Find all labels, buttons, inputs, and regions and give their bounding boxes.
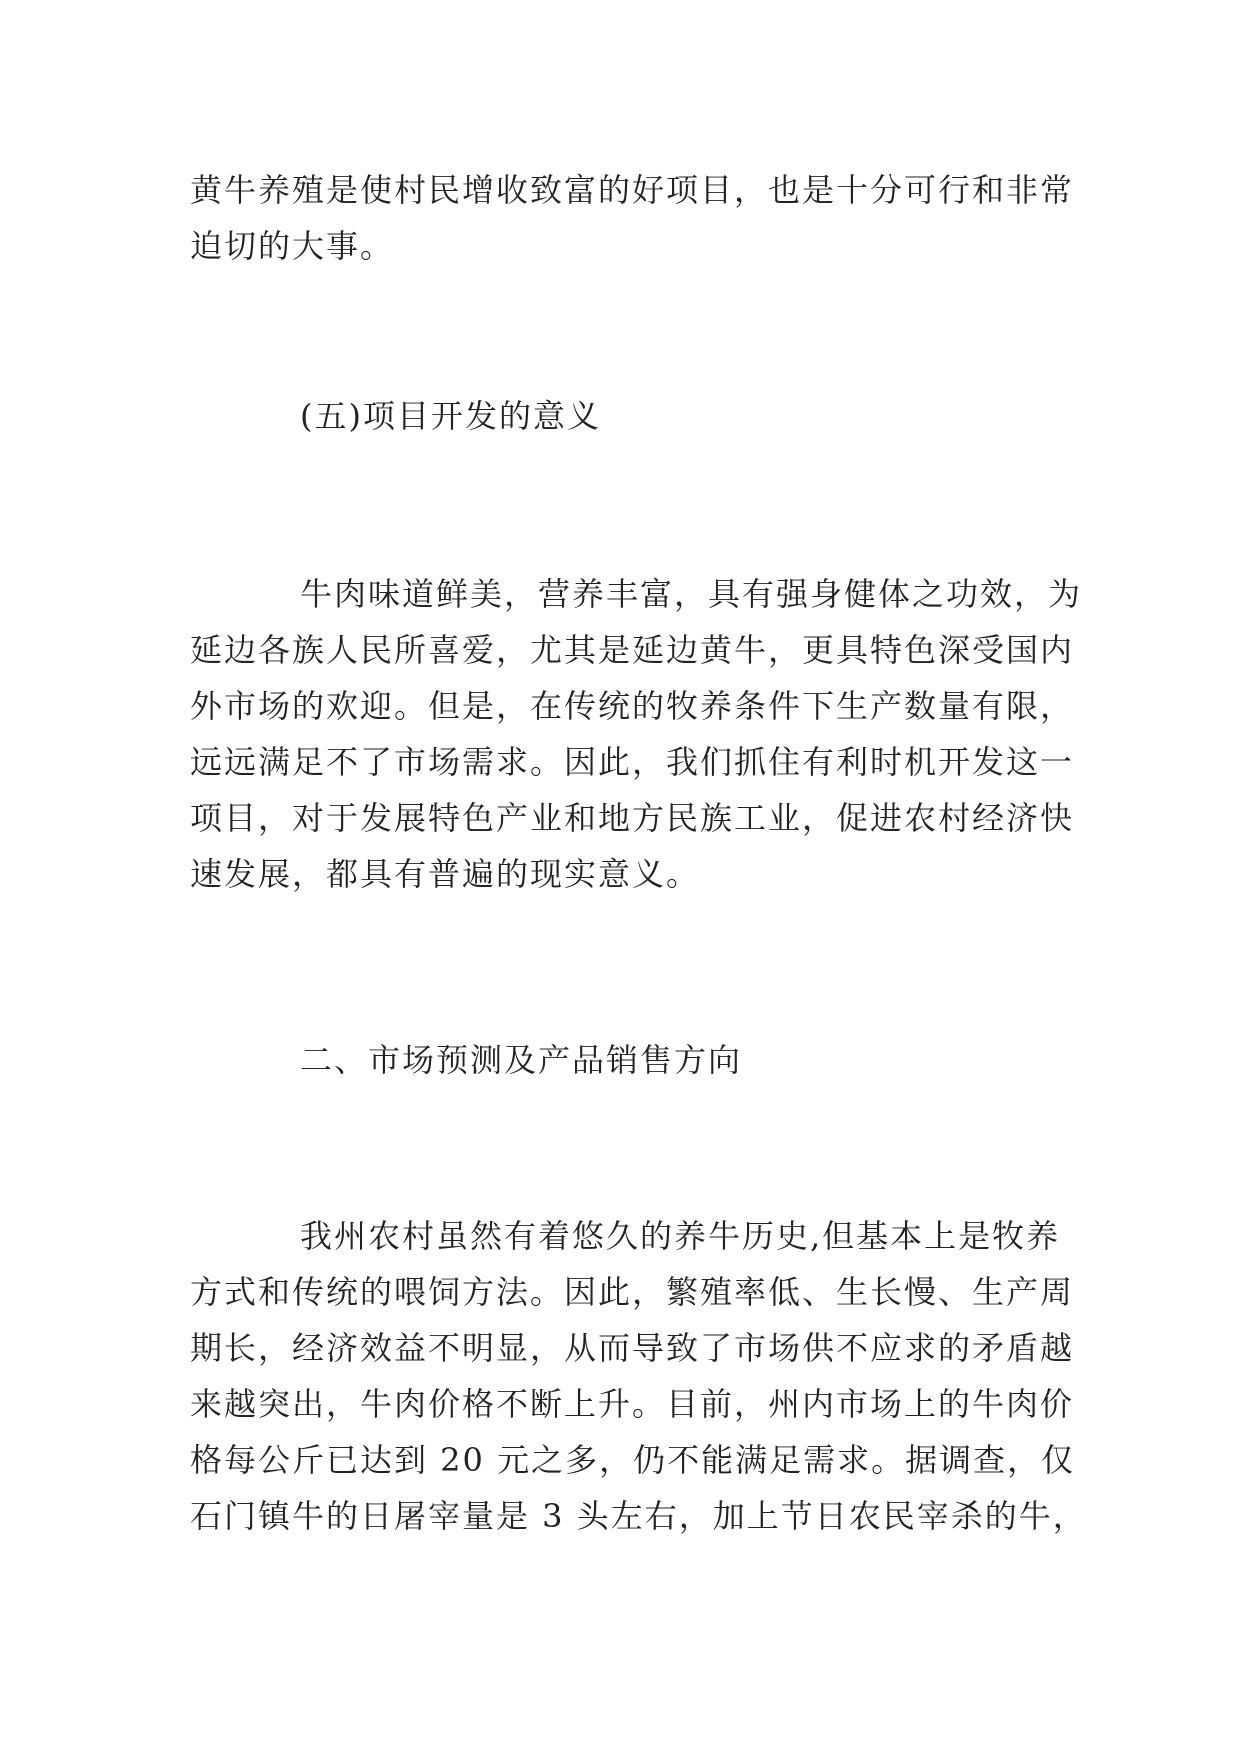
heading-text: (五)项目开发的意义 xyxy=(300,397,601,435)
section-heading-project-significance xyxy=(190,388,1070,444)
heading-text: 二、市场预测及产品销售方向 xyxy=(300,1041,743,1079)
paragraph-line: 石门镇牛的日屠宰量是 3 头左右，加上节日农民宰杀的牛， xyxy=(190,1497,1087,1535)
paragraph-line: 格每公斤已达到 20 元之多，仍不能满足需求。据调查，仅 xyxy=(190,1441,1076,1479)
paragraph-line: 来越突出，牛肉价格不断上升。目前，州内市场上的牛肉价 xyxy=(190,1385,1075,1423)
paragraph-line: 迫切的大事。 xyxy=(190,227,395,265)
paragraph-line: 黄牛养殖是使村民增收致富的好项目，也是十分可行和非常 xyxy=(190,171,1075,209)
paragraph-market-forecast xyxy=(190,1208,1087,1544)
paragraph-line: 方式和传统的喂饲方法。因此，繁殖率低、生长慢、生产周 xyxy=(190,1273,1075,1311)
paragraph-line: 我州农村虽然有着悠久的养牛历史,但基本上是牧养 xyxy=(300,1217,1061,1255)
paragraph-line: 速发展，都具有普遍的现实意义。 xyxy=(190,855,701,893)
paragraph-line: 外市场的欢迎。但是，在传统的牧养条件下生产数量有限， xyxy=(190,687,1075,725)
paragraph-significance xyxy=(190,566,1083,902)
paragraph-line: 项目，对于发展特色产业和地方民族工业，促进农村经济快 xyxy=(190,799,1075,837)
paragraph-line: 牛肉味道鲜美，营养丰富，具有强身健体之功效，为 xyxy=(300,575,1083,613)
paragraph-line: 期长，经济效益不明显，从而导致了市场供不应求的矛盾越 xyxy=(190,1329,1075,1367)
paragraph-line: 延边各族人民所喜爱，尤其是延边黄牛，更具特色深受国内 xyxy=(190,631,1075,669)
section-heading-market-forecast xyxy=(190,1032,1070,1088)
paragraph-line: 远远满足不了市场需求。因此，我们抓住有利时机开发这一 xyxy=(190,743,1075,781)
paragraph-continuation xyxy=(190,162,1075,274)
